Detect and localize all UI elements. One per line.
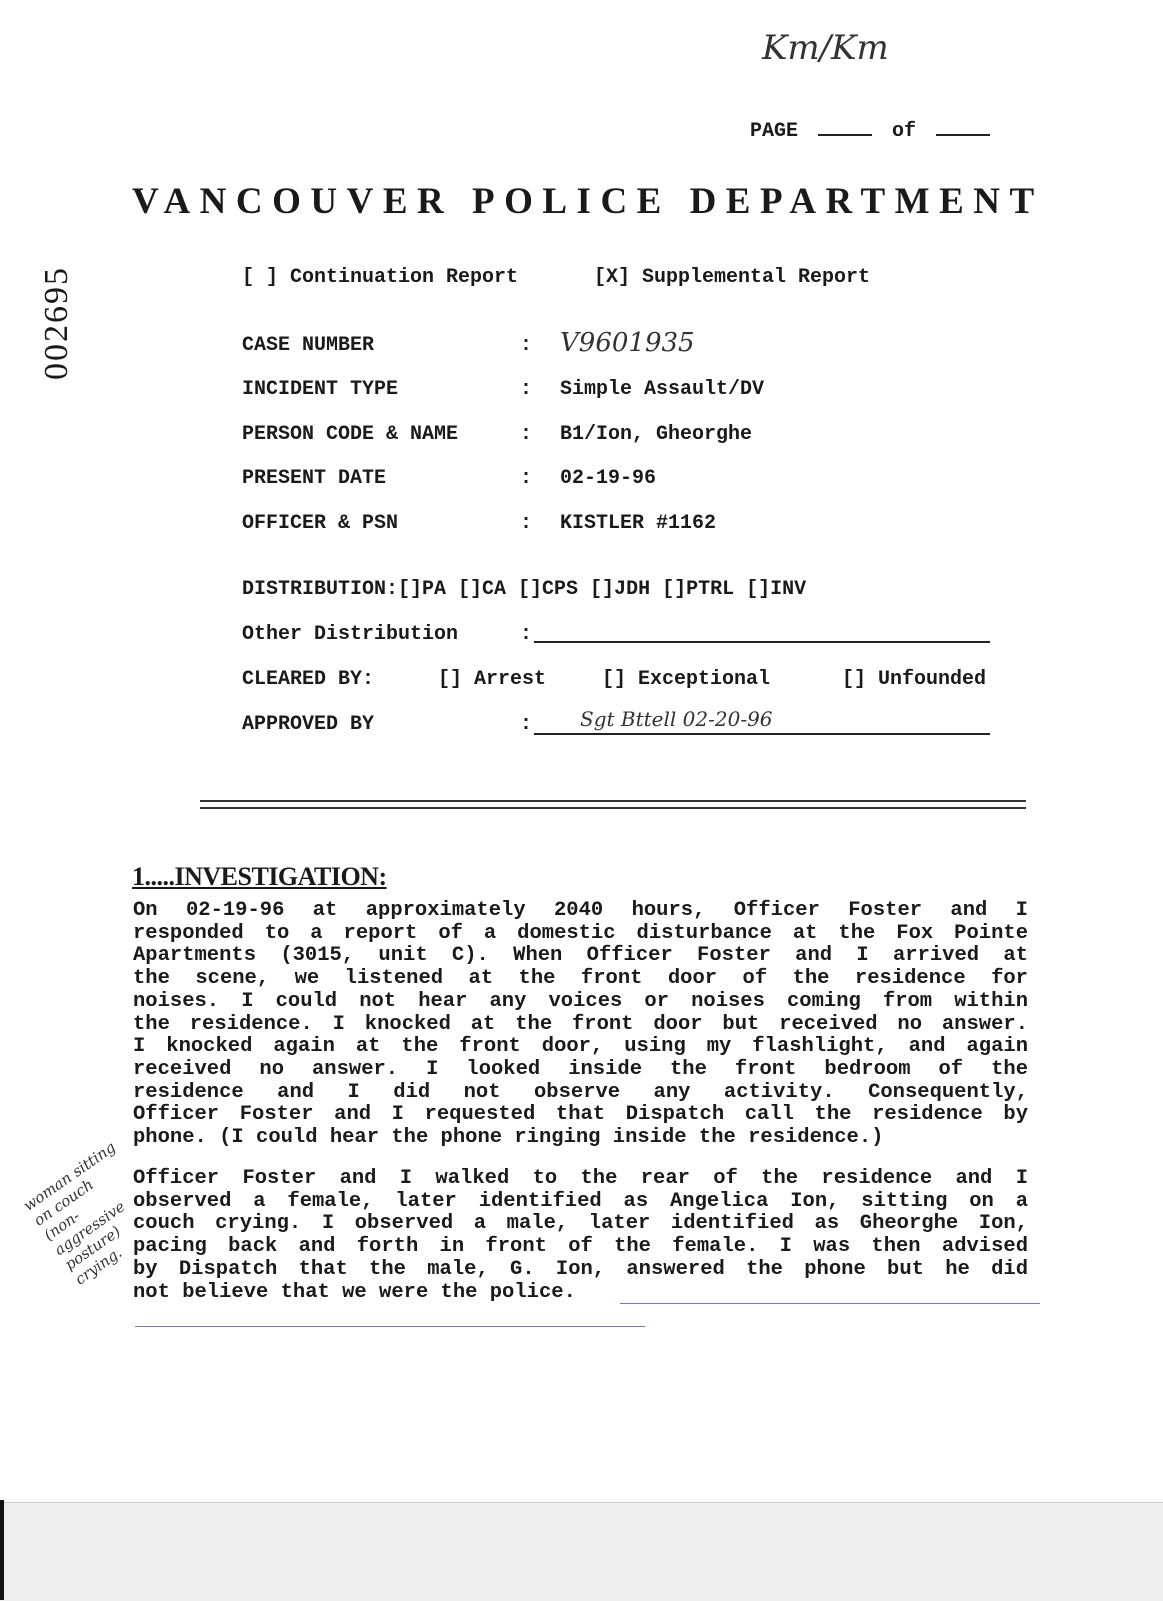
field-label: CASE NUMBER: [242, 334, 375, 357]
text-line: couch crying. I observed a male, later identified as Gheorghe Ion,: [133, 1212, 1028, 1236]
text-line: observed a female, later identified as Angelica Ion, sitting on a: [133, 1189, 1028, 1213]
document-number-stamp: 002695: [38, 266, 75, 380]
scan-edge: [0, 1500, 4, 1600]
continuation-report-checkbox: [ ] Continuation Report: [242, 266, 519, 289]
department-title: VANCOUVER POLICE DEPARTMENT: [132, 181, 1044, 222]
pen-underline: [135, 1326, 645, 1327]
text-line: Apartments (3015, unit C). When Officer Foster and I arrived at: [133, 944, 1028, 968]
text-line: phone. (I could hear the phone ringing inside the residence.): [133, 1126, 884, 1150]
separator-double-line: [200, 800, 1026, 809]
other-distribution-blank: [534, 641, 990, 643]
paragraph-2: [133, 1168, 1028, 1304]
handwritten-margin-note: woman sitting on couch (non-aggressive posture) crying.: [20, 1138, 129, 1289]
text-line: responded to a report of a domestic disturbance at the Fox Pointe: [133, 921, 1028, 945]
page-total-blank: [936, 134, 990, 136]
colon: :: [520, 713, 533, 736]
approved-by-label: APPROVED BY: [242, 713, 375, 736]
text-line: received no answer. I looked inside the front bedroom of the: [133, 1057, 1028, 1081]
approved-by-line: [534, 733, 990, 735]
colon: :: [520, 423, 533, 446]
colon: :: [520, 512, 533, 535]
handwritten-initials: Km/Km: [762, 28, 889, 68]
section-title: 1.....INVESTIGATION:: [132, 862, 387, 891]
present-date-value: 02-19-96: [560, 467, 657, 490]
text-line: I knocked again at the front door, using my flashlight, and again: [133, 1035, 1028, 1059]
paragraph-1: [133, 900, 1028, 1150]
officer-value: KISTLER #1162: [560, 512, 717, 535]
supplemental-report-checkbox: [X] Supplemental Report: [594, 266, 871, 289]
person-value: B1/Ion, Gheorghe: [560, 423, 753, 446]
page-label: PAGE: [750, 120, 799, 143]
text-line: residence and I did not observe any activity. Consequently,: [133, 1080, 1028, 1104]
text-line: by Dispatch that the male, G. Ion, answered the phone but he did: [133, 1257, 1028, 1281]
page-blank: [818, 134, 872, 136]
distribution-options: DISTRIBUTION:[]PA []CA []CPS []JDH []PTRL []INV: [242, 578, 807, 601]
field-label: PERSON CODE & NAME: [242, 423, 459, 446]
text-line: pacing back and forth in front of the female. I was then advised: [133, 1235, 1028, 1259]
case-number-value: V9601935: [560, 328, 695, 358]
exceptional-checkbox: [] Exceptional: [602, 668, 771, 691]
text-line: Officer Foster and I requested that Dispatch call the residence by: [133, 1103, 1028, 1127]
colon: :: [520, 334, 533, 357]
field-label: INCIDENT TYPE: [242, 378, 399, 401]
text-line: On 02-19-96 at approximately 2040 hours, Officer Foster and I: [133, 899, 1028, 922]
incident-type-value: Simple Assault/DV: [560, 378, 765, 401]
text-line: the residence. I knocked at the front door but received no answer.: [133, 1012, 1028, 1036]
field-label: OFFICER & PSN: [242, 512, 399, 535]
colon: :: [520, 623, 533, 646]
approval-signature: Sgt Bttell 02-20-96: [580, 707, 773, 731]
page-number-line: [750, 120, 990, 143]
page-of-label: of: [892, 120, 917, 143]
text-line: Officer Foster and I walked to the rear of the residence and I: [133, 1167, 1028, 1190]
colon: :: [520, 467, 533, 490]
colon: :: [520, 378, 533, 401]
field-label: PRESENT DATE: [242, 467, 387, 490]
unfounded-checkbox: [] Unfounded: [842, 668, 987, 691]
text-line: noises. I could not hear any voices or noises coming from within: [133, 989, 1028, 1013]
text-line: not believe that we were the police.: [133, 1280, 576, 1304]
other-distribution-label: Other Distribution: [242, 623, 459, 646]
text-line: the scene, we listened at the front door of the residence for: [133, 967, 1028, 991]
cleared-by-label: CLEARED BY:: [242, 668, 375, 691]
scan-bottom-margin: [0, 1502, 1163, 1601]
pen-underline: [620, 1303, 1040, 1304]
arrest-checkbox: [] Arrest: [438, 668, 547, 691]
